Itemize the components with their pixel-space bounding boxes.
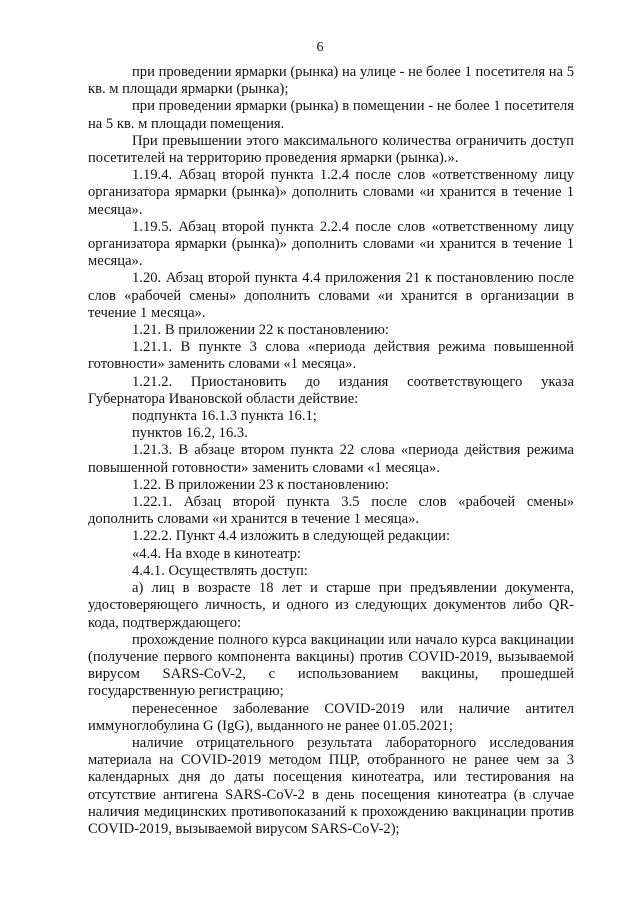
paragraph: «4.4. На входе в кинотеатр: [132, 545, 301, 562]
page-number: 6 [316, 40, 324, 55]
paragraph: 1.19.5. Абзац второй пункта 2.2.4 после слов «ответственному лицу организатора ярмарки (рынка)» дополнить словами «и хранится в течение 1 месяца». [88, 218, 574, 270]
paragraph: наличие отрицательного результата лабораторного исследования материала на COVID-2019 методом ПЦР, отобранного не ранее чем за 3 календарных дня до даты посещения кинотеатра, или тестирования на отсутствие антигена SARS-CoV-2 в день посещения кинотеатра (в случае наличия медицинских противопоказаний к прохождению вакцинации против COVID-2019, вызываемой вирусом SARS-CoV-2); [88, 734, 574, 837]
paragraph: 1.19.4. Абзац второй пункта 1.2.4 после слов «ответственному лицу организатора ярмарки (рынка)» дополнить словами «и хранится в течение 1 месяца». [88, 167, 574, 218]
paragraph: 1.22.1. Абзац второй пункта 3.5 после слов «рабочей смены» дополнить словами «и хранится в течение 1 месяца». [88, 494, 574, 528]
paragraph: прохождение полного курса вакцинации или начало курса вакцинации (получение первого компонента вакцины) против COVID-2019, вызываемой вирусом SARS-CoV-2, с использованием вакцины, прошедшей государственную регистрацию; [88, 631, 574, 700]
paragraph: при проведении ярмарки (рынка) на улице - не более 1 посетителя на 5 кв. м площади ярмарки (рынка); [88, 64, 574, 98]
paragraph: подпункта 16.1.3 пункта 16.1; [132, 408, 317, 425]
paragraph: 1.21.1. В пункте 3 слова «периода действия режима повышенной готовности» заменить словами «1 месяца». [88, 339, 574, 373]
paragraph: 1.21.2. Приостановить до издания соответствующего указа Губернатора Ивановской области действие: [88, 373, 574, 407]
paragraph: 1.22.2. Пункт 4.4 изложить в следующей редакции: [132, 528, 451, 545]
paragraph: пунктов 16.2, 16.3. [132, 425, 248, 442]
paragraph: 1.22. В приложении 23 к постановлению: [132, 476, 389, 493]
paragraph: перенесенное заболевание COVID-2019 или наличие антител иммуноглобулина G (IgG), выданного не ранее 01.05.2021; [88, 700, 574, 734]
paragraph: 1.21.3. В абзаце втором пункта 22 слова «периода действия режима повышенной готовности» заменить словами «1 месяца». [88, 442, 574, 476]
paragraph: При превышении этого максимального количества ограничить доступ посетителей на территорию проведения ярмарки (рынка).». [88, 132, 574, 167]
paragraph: 4.4.1. Осуществлять доступ: [132, 562, 308, 579]
document-body [88, 64, 574, 838]
paragraph: а) лиц в возрасте 18 лет и старше при предъявлении документа, удостоверяющего личность, и одного из следующих документов либо QR-кода, подтверждающего: [88, 580, 574, 631]
paragraph: 1.20. Абзац второй пункта 4.4 приложения 21 к постановлению после слов «рабочей смены» дополнить словами «и хранится в организации в течение 1 месяца». [88, 270, 574, 321]
paragraph: 1.21. В приложении 22 к постановлению: [132, 322, 389, 339]
paragraph: при проведении ярмарки (рынка) в помещении - не более 1 посетителя на 5 кв. м площади помещения. [88, 98, 574, 132]
